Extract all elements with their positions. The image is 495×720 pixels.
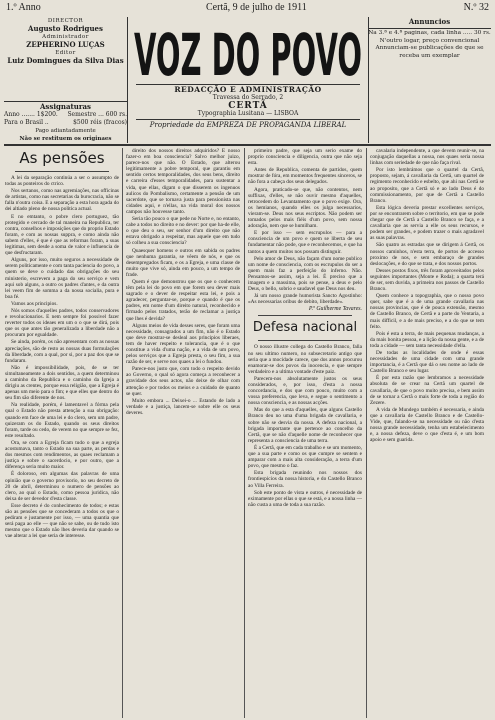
paragraph: Seria tão pouco o que pede no Norte e, no entanto, cabe a todos no direito e no dever: por que ha-de elle, o que deu o seu, ser senhor d'um direito que não estava obrigado a respeitar, mas aquele que em tudo só colheu a sua consciencia? [126, 216, 240, 247]
paragraph: O nosso illustre collega do Castello Branco, falla no seu ultimo numero, no subsecretario antigo que seria que a mocidade carece, que dos annos procurou enamorar-se dos povos da inocencia, e que sempre verdadeiro e a ultima vontade d'este paiz. [248, 344, 362, 375]
paragraph: Esta brigada reunindo nos nossos dos frontiespicios da nossa historia, e do Castello Branco ao Villa Ferreira. [248, 470, 362, 489]
paragraph: Ora, se com a Egreja ficam tudo o que a egreja acostumava, tanto o Estado na sua parte, as perdas e dos mesmos com rendimentos, as quaes reclamam a justiça e sobre o sacerdocio, e por outro, que a diferença seria muito maior. [5, 439, 119, 471]
announcements-line-1: Na 3.ª e 4.ª paginas, cada linha ..... 30 rs. [368, 30, 491, 36]
column-3 [248, 148, 362, 718]
location: CERTÃ [228, 101, 268, 111]
paragraph: E por isso — sem escrupulos — para a consciencia de um povo e quem se liberta de seu fundamentar não pode, que e reconhecemos, e que ha tantos a quem muitos nos possam distinguir. [248, 230, 362, 255]
subscription-payment: Pago adiantadamente [35, 128, 96, 134]
paragraph: A lei da separação continúa a ser o assumpto de todas as ponteiros do ctrico. [5, 175, 119, 188]
masthead [127, 17, 369, 83]
paragraph: cavalaria independente, a que devem reunir-se, na conjugação daquellas a nossa, nos quaes seria nossa linhas com seriedade de que não faça rival. [370, 148, 484, 167]
top-line [6, 2, 489, 16]
article-4-body [370, 148, 484, 443]
paragraph: Alguns meios de vida desses seres, que foram uma necessidade, consagrados a um fim, não é o Estado que deve mostrar-se desleal aos principios liberaes, tem de haver respeito e tolerancia, que é o que constitue a vida d'uma nação, e a vida de um povo, pelos serviços que a Egreja presta, o seu fim, a sua razão de ser, e serve nos quaes a lei o fundou. [126, 322, 240, 366]
paragraph: Na realidade, porém, é lamentavel a fórma pela qual o Estado não presta attenção a sua obrigação: quando em face de uma lei e do clero, sem um padre, quizeram os do Estado, quando os seus direitos foram, tarde ou cedo, de verem no que sempre se fez, este resultado. [5, 402, 119, 439]
paragraph: Nos sertanos, como nas agremiações, nas officinas de artistas, como nas secretarias da burocracia, não se falla n'outra coisa. E a separação a esta hora agada do dei altiado pleno de nossa politica actual. [5, 188, 119, 213]
column-divider [244, 148, 245, 718]
article-3-body [248, 148, 362, 305]
paragraph: De todas as localidades de onde é essas necessidades de uma cidade com uma grande importancia, é a Certã que dá o seu nome ao lado de Castello Branco e seu lugar. [370, 350, 484, 375]
issue-year: 1.º Anno [6, 2, 41, 13]
paragraph: É doloroso, em algumas das palavras de uma opinião que o governo provisorio, no seu decreto de 20 de abril, determinou o numero de pensões ao clero, ao qual o Estado, como pessoa juridica, não deixa de ser devedor d'esta classe. [5, 471, 119, 502]
column-divider [122, 148, 123, 718]
article-1-body [5, 175, 119, 539]
paragraph: Antes de Republica, comenta de partidos, quem mostrar de fóra, em momentos frequentes sinceros, se não fora a cabeça dos seus delegados. [248, 167, 362, 186]
masthead-title: VOZ DO POVO [134, 21, 362, 83]
subscription-semester: Semestre ... 600 rs. [67, 111, 127, 118]
paragraph: E no emtanto, o pobre clero portuguez, tão protegido e cercado de tal maneira na Republica, ter contra, conselhos e imposições que do proprio Estado foram, e com as nossas suppra, e como ainda não sabem d'elles, é que é que as reformas foram, a suas legitimas, sem desde a soma de valor e influencia de que desfructaram. [5, 213, 119, 257]
subscription-year: Anno ....... 1$200. [4, 111, 58, 118]
paragraph: Desses postos fixos, três foram aproveitados pelos seguintes importantes (Monte e Roda); a quarta terá de ser, sem duvida, a primeira nos passos de Castello Branco. [370, 267, 484, 293]
paragraph: Esse decreto é do conhecimento de todos; e estas são as pensões que se concederam a todos os que o pediram e justamente por isso, — uma quantia que será paga ao elle — que não se sabe, ou de tudo isto mesmo que o Estado não lhes deveria dar quando se vae alterar a lei que seria de interesse. [5, 502, 119, 540]
paragraph: Já um nosso grande humorista Sancto Agostinho: «As necessarias oribus de debito, liberdade». [248, 293, 362, 306]
paragraph: Agora, praticado-se que, não contentos, nem suffixas, d'elles, se não ouvir mesmo d'aquelles, retrocedem do Levantamento que o povo exige. Ora, os hemianos, quando elles os julga necessarios, vieram-se. Deus nos seus escriptos. Não podem ser tomados pelos mais fiéis d'um povo, sem nossa adoração, nem que se humilham. [248, 186, 362, 230]
column-4 [370, 148, 484, 718]
column-2 [126, 148, 240, 718]
paragraph: Quem é que demonstrou que os que o conhecem têm pela lei do povo em que forem seu dever mais sagrado e o dever de respeitar esta lei, e pois a agradecer, perguntar-se, porque e quando é que os padres, em nome d'um direito natural, reconhecido e firmado pelos tratados, terão de reclamar a justiça que lhes é devida? [126, 278, 240, 322]
subscription-note: Não se restituem os originaes [19, 136, 112, 142]
announcements-line-2: N'outro logar, preço convencional [379, 37, 480, 44]
paragraph: Pois é esta a terra, de mais pequenas mudanças, a da mais bonita pessoa, e a lição da nossa gente, e a de toda a cidade — sem tanta necessidade d'ella. [370, 330, 484, 349]
paragraph: Esta lógica deveria prestar excellentes serviços, por se encontrarem sobre o territorio, em que se pode chegar que de Certã a Castello Branco se faça, e a cavallaria que as servia a elle os seus recursos, e podem ser grandes, e podem trazer o mais agradavel as suas palavras. [370, 204, 484, 242]
announcements-line-3: Annunciam-se publicações de que se receba um exemplar [375, 45, 484, 59]
issue-date: Certã, 9 de julho de 1911 [206, 2, 307, 13]
address: Travessa do Serrado, 2 [212, 94, 284, 101]
subscription-brazil-price: $500 réis (fracos) [73, 119, 127, 126]
article-headline: Defesa nacional [252, 320, 358, 336]
paragraph: Quem conhece a topographia, que o nosso povo quer, sabe que é a de uma grande cavallaria nas nossas provincias, que é de pouca extensão, mesmo de Castello Branco, de Certã e a parte do Ventaria, a mais difficil, e a de mais preciso, e a do que se tem feito. [370, 293, 484, 330]
administrator-label: Administrador [42, 34, 89, 40]
director-name: Augusto Rodrigues [28, 24, 103, 33]
paragraph: Se ainda, porém, os não apresentam com as nossas apreciações, são de resto as nossas duas formulações da liberdade, com a qual, por si, por a paz dos que se fundaram. [5, 339, 119, 364]
paragraph: Nós somos d'aquelles padres, todos conservadores e revolucionarios. E nem sempre foi possivel fazer reverter todos os ideaes em um o o que se dirá, pois que os que antes tão generalizada a liberdade não a procuram por egualdade. [5, 307, 119, 339]
article-signature: P.º Guilherme Tavares. [308, 306, 362, 313]
article-defesa-body [248, 344, 362, 507]
issue-number: N.º 32 [463, 2, 489, 13]
announcements-title: Annuncios [408, 17, 451, 26]
paragraph: Por isto lembrámos que o quartel da Certã, proposto, sejam, á cavallaria da Certã, um quartel de regimento reconhecido e esbelto, que ahi nas Certã se ao proposito, que a Certã só e ao lado Deus é do commissionamento, por que de Certã a Castello Branco. [370, 167, 484, 204]
paragraph: É a Certã, que em cada trabalho e se um momento, que a sua parte e como os que cumpre se sentem e amparar com a mais alta consideração, a terra d'um povo, que mesmo o faz. [248, 444, 362, 470]
typography: Typographia Lusitana — LISBOA [197, 110, 299, 117]
article-2-body [126, 148, 240, 416]
paragraph: Mas do que a esta d'aquelles, que alguns Castello Branco deu no uma d'uma brigada de cavallaria, e sobre não se desvia da nossa. A defeza nacional, a brigada importante que pertence ao concelho da Certã, que se não d'aquelle nome de reconhecer que representa a consciencia de uma terra. [248, 407, 362, 444]
paragraph: Alguns, por isso, muito seguros a necessidade de serem politicamente e com tanta paciencia do povo, a quem se deve o cuidado das obrigações do seu ministerio, escrevem a paga do seu serviço e vem aqui sob alguns, a outro os padres d'antes, e da outra lei veem fim de somma a da nossa socialia, pura e boa fé. [5, 257, 119, 300]
paragraph: primeiro padre, que seja um serio exame do proprio consciencia e diligencia, outra que não seja esta. [248, 148, 362, 167]
subscriptions-title: Assignaturas [40, 102, 91, 111]
article-headline: As pensões [19, 149, 105, 167]
paragraph: São quatro as estradas que se dirigem á Certã, os nossos caminhos, n'esta terra, de portos de accesso proximo de nos, e sem embaraço de grandes deslocações, e do que se trata, e dos nossos portos. [370, 242, 484, 267]
subscription-brazil-label: Para o Brasil .. [4, 119, 49, 126]
editor-name: Luiz Domingues da Silva Dias [7, 56, 124, 65]
paragraph: É por esta razão que lembramos a necessidade absoluta de se crear na Certã um quartel de cavallaria, de que o povo muito precisa, e bem assim de se tornar a Certã o mais forte de toda a região do Zezere. [370, 375, 484, 406]
subscriptions-box [4, 102, 127, 144]
paragraph: A vida de Mundego também é necessaria, e ainda que a cavallaria de Castello Branco e de Castello-Vide, que, falando-se na necessidade ou não d'esta nossa grande necessidade, tenha um estabelecimento e, a nossa defeza, deve o que d'esta é, e um bom apoio e sem guarida. [370, 406, 484, 444]
column-1 [5, 148, 119, 718]
header-rule [4, 144, 491, 146]
paragraph: direito dos nossos direitos adquiridos? E nosso fazer-o em boa consciencia? Salvo melhor juizo, parece-nos que não. O Estado, que alterou legitimamente a pobre temporal, que garantiu em sentido certos temporalidades, dos seus bens, direito e carreira d'esses temporalidades, para sustentar a vida, que ellas, digam o que disserem os ingenuos aulicos do Pombalismo, certamente a pensão de um sacerdote, que se tornava justa para pensionista nas cidades aqui, e n'ellas, na vida moral dos nossos campos não houvesse tanto. [126, 148, 240, 215]
announcements-box [368, 17, 491, 143]
redaccao-label: REDACÇÃO E ADMINISTRAÇÃO [174, 85, 322, 94]
administrator-name: ZEPHERINO LUÇAS [26, 40, 105, 49]
paragraph: Pelo amor de Deus, não façam d'um nome publico um nome de consciencia, com os escrupulos do ser a quem mais faz a perfeição do inferno. Não. Pensamos-se assim, seja a lei. É preciso que a imagem e a massima, pois se pense, a deus e pelo Deus, o bello, sobrio e saudavel que Deus nos deu. [248, 255, 362, 293]
masthead-subtitle [127, 83, 369, 143]
ownership: Propriedade da EMPREZA DE PROPAGANDA LIBERAL [149, 121, 347, 129]
paragraph: Vamos aos principios. [11, 300, 58, 307]
director-label: DIRECTOR [47, 18, 84, 24]
staff-box [4, 17, 127, 102]
paragraph: Muito embora ... Deixei-o ... Estando de lado a verdade e a justiça, lancem-se sobre elle os seus deveres. [126, 397, 240, 416]
editor-label: Editor [55, 50, 76, 56]
paragraph: Parecem-nos absolutamente justos os seus considerados, e, por isso, d'esta a nossa concordancia, e dos que com pouco, muito com a vossa preferencia, que leva, e segue o sentimento a nossa consciencia, e as nossas acções. [248, 375, 362, 407]
paragraph: Parece-nos justo que, com todo o respeito devido ao Governo, o qual só agora começa a reconhecer a gravidade dos seus actos, não deixe de olhar com attenção e por todos os meios e a cuidado de quanto se quer. [126, 366, 240, 397]
column-divider [366, 148, 367, 718]
paragraph: Quaesquer homens e outros em sabida os padres que nenhuma garantia, se vêem de nós, e que os desempregados ficam, e os a Egreja, e uma classe de muito que vive só, ainda em pouco, a um tempo de frade. [126, 247, 240, 278]
paragraph: Não é impossibilidade, pois, de se ter simultaneamente a dois sentidos, a quem determinou a caminho da Republica e o caminho da Igreja a dirigiu as crentes, porque essa religião, que a Egreja é apenas um meio para o fim; e que elles que dentro do seu fim são diferente de nos. [5, 364, 119, 402]
paragraph: Sob este ponto de vista e outros, é necessidade de eximamente por ellas o que se está, e a nossa linha — não custa a uma de toda a sua razão. [248, 489, 362, 508]
